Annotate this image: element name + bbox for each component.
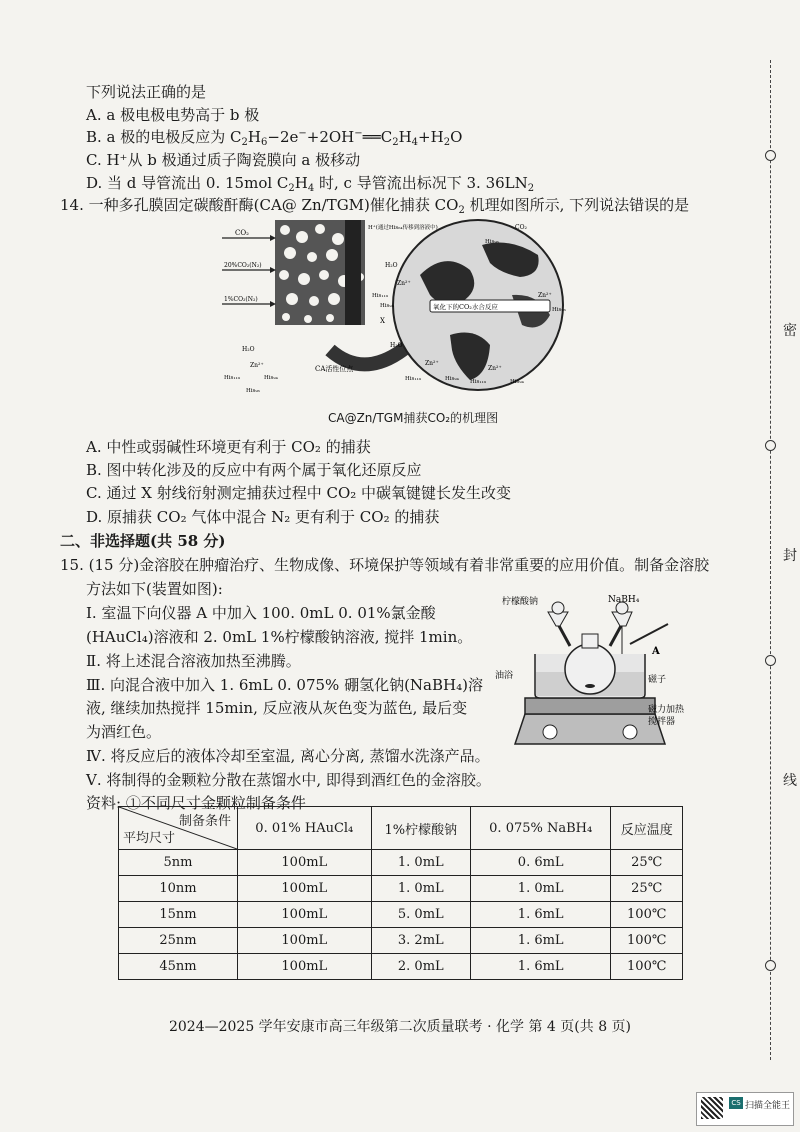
label-ring-reaction: 氧化下的CO₂水合反应 [433,303,498,311]
table-header: 0. 075% NaBH₄ [470,807,610,850]
label-active-site: CA活性位点 [315,365,354,373]
svg-text:His₉₄: His₉₄ [510,379,524,385]
scanner-logo: CS [729,1097,743,1109]
qr-code-icon [701,1097,723,1119]
svg-text:X: X [380,317,385,325]
label-hplus: H⁺(通过His₆₄传移到溶液中) [368,225,438,231]
label-nabh4: NaBH₄ [608,595,640,605]
q14-option-a: A. 中性或弱碱性环境更有利于 CO₂ 的捕获 [86,438,371,456]
svg-text:Zn²⁺: Zn²⁺ [397,280,411,287]
q15-reference: 资料: ①不同尺寸金颗粒制备条件 [86,794,306,812]
label-co2: CO₂ [235,229,249,237]
scanner-title: 扫描全能王 [745,1101,791,1111]
svg-text:Zn²⁺: Zn²⁺ [425,360,439,367]
q15-step2: Ⅱ. 将上述混合溶液加热至沸腾。 [86,652,301,670]
q15-intro-line2: 方法如下(装置如图): [86,580,223,598]
svg-text:His₉₆: His₉₆ [485,239,499,245]
label-a: A [652,646,660,657]
section-heading: 二、非选择题(共 58 分) [60,532,226,550]
svg-text:Zn²⁺: Zn²⁺ [250,362,264,369]
table-corner-cell [119,807,238,850]
margin-seal-char: 线 [783,773,797,789]
q15-step3-a: Ⅲ. 向混合液中加入 1. 6mL 0. 075% 硼氢化钠(NaBH₄)溶 [86,676,483,694]
svg-text:Zn²⁺: Zn²⁺ [538,292,552,299]
label-oilbath: 油浴 [495,671,514,681]
table-row: 45nm 100mL 2. 0mL 1. 6mL 100℃ [119,954,683,980]
q15-step1-b: (HAuCl₄)溶液和 2. 0mL 1%柠檬酸钠溶液, 搅拌 1min。 [86,628,473,646]
table-header: 0. 01% HAuCl₄ [238,807,372,850]
svg-text:His₁₁₉: His₁₁₉ [224,375,240,381]
q13-option-a: A. a 极电极电势高于 b 极 [86,106,260,124]
binding-line [770,60,771,1060]
svg-text:H₂O: H₂O [385,262,398,269]
svg-text:His₁₁₉: His₁₁₉ [372,293,388,299]
svg-text:His₉₄: His₉₄ [380,303,394,309]
table-header: 1%柠檬酸钠 [371,807,470,850]
corner-bottom-label: 平均尺寸 [123,831,176,846]
q13-stem-tail: 下列说法正确的是 [86,83,207,101]
table-row: 15nm 100mL 5. 0mL 1. 6mL 100℃ [119,902,683,928]
q15-step5: Ⅴ. 将制得的金颗粒分散在蒸馏水中, 即得到酒红色的金溶胶。 [86,771,491,789]
q13-option-b: B. a 极的电极反应为 $C_2H_6-2e^-+2OH^-══C_2H_4+H_2O$ [86,128,463,148]
table-header: 反应温度 [611,807,683,850]
svg-text:His₉₆: His₉₆ [552,307,566,313]
apparatus-figure [490,594,690,754]
q14-stem: 14. 一种多孔膜固定碳酸酐酶(CA@ Zn/TGM)催化捕获 $CO_2$ 机理如图所示, 下列说法错误的是 [60,196,690,216]
size-conditions-table [118,806,683,980]
svg-text:His₉₄: His₉₄ [445,376,459,382]
q13-option-d: D. 当 d 导管流出 0. 15mol $C_2H_4$ 时, c 导管流出标况下 3. $36LN_2$ [86,174,535,194]
binding-hole [765,960,776,971]
table-row: 25nm 100mL 3. 2mL 1. 6mL 100℃ [119,928,683,954]
scanner-watermark-badge [696,1092,794,1126]
svg-text:H₂O: H₂O [242,346,255,353]
label-co2-1: 1%CO₂(N₂) [224,296,258,303]
q15-step3-b: 液, 继续加热搅拌 15min, 反应液从灰色变为蓝色, 最后变 [86,699,468,717]
table-header-row [119,807,683,850]
table-row: 10nm 100mL 1. 0mL 1. 0mL 25℃ [119,876,683,902]
binding-hole [765,440,776,451]
q14-option-c: C. 通过 X 射线衍射测定捕获过程中 CO₂ 中碳氧键键长发生改变 [86,484,512,502]
label-citrate: 柠檬酸钠 [502,597,539,607]
co2-capture-mechanism-figure [220,215,590,410]
q13-option-c: C. H⁺从 b 极通过质子陶瓷膜向 a 极移动 [86,151,361,169]
q15-step3-c: 为酒红色。 [86,723,162,741]
label-co2-20: 20%CO₂(N₂) [224,262,262,269]
label-heater-1: 磁力加热 [648,705,685,715]
q14-option-b: B. 图中转化涉及的反应中有两个属于氧化还原反应 [86,461,422,479]
label-stirbar: 磁子 [648,675,667,685]
margin-seal-char: 密 [783,323,797,339]
svg-text:H₂O: H₂O [390,342,403,349]
svg-text:His₉₄: His₉₄ [264,375,278,381]
figure-caption: CA@Zn/TGM捕获CO₂的机理图 [328,411,499,425]
svg-text:Zn²⁺: Zn²⁺ [488,365,502,372]
q15-step1-a: Ⅰ. 室温下向仪器 A 中加入 100. 0mL 0. 01%氯金酸 [86,604,436,622]
binding-hole [765,150,776,161]
table-row: 5nm 100mL 1. 0mL 0. 6mL 25℃ [119,850,683,876]
margin-seal-char: 封 [783,548,797,564]
q15-intro-line1: 15. (15 分)金溶胶在肿瘤治疗、生物成像、环境保护等领域有着非常重要的应用价值。制备金溶胶 [60,556,710,574]
q15-step4: Ⅳ. 将反应后的液体冷却至室温, 离心分离, 蒸馏水洗涤产品。 [86,747,490,765]
label-heater-2: 搅拌器 [648,717,676,727]
q14-option-d: D. 原捕获 CO₂ 气体中混合 N₂ 更有利于 CO₂ 的捕获 [86,508,440,526]
svg-text:His₁₁₉: His₁₁₉ [405,376,421,382]
svg-text:His₁₁₉: His₁₁₉ [470,379,486,385]
svg-text:His₉₆: His₉₆ [246,388,260,394]
corner-top-label: 制备条件 [178,814,231,829]
page-footer: 2024—2025 学年安康市高三年级第二次质量联考 · 化学 第 4 页(共 8 页) [168,1019,632,1035]
svg-text:CO₂: CO₂ [515,224,527,231]
binding-hole [765,655,776,666]
